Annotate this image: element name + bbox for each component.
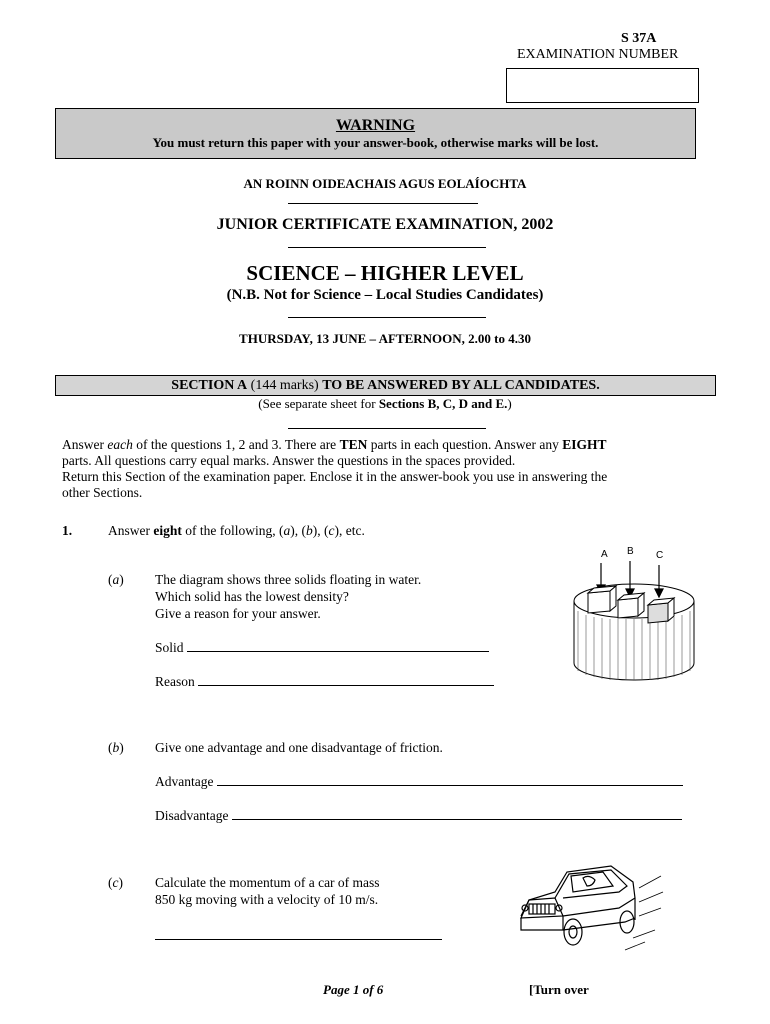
part-a-text [155, 571, 421, 622]
part-a-line-1: The diagram shows three solids floating in water. [155, 572, 422, 587]
disadvantage-label: Disadvantage [155, 808, 229, 823]
momentum-answer-line[interactable] [155, 928, 442, 940]
instruction-line-1: Answer each of the questions 1, 2 and 3. There are TEN parts in each question. Answer any EIGHT [62, 437, 607, 452]
turn-over: [Turn over [529, 982, 589, 997]
instruction-line-2: parts. All questions carry equal marks. Answer the questions in the spaces provided. [62, 453, 516, 468]
divider [288, 317, 486, 318]
reason-answer-row [155, 673, 494, 690]
warning-text: You must return this paper with your answer-book, otherwise marks will be lost. [152, 135, 599, 150]
question-intro: Answer eight of the following, (a), (b), (c), etc. [108, 523, 365, 538]
question-number: 1. [62, 523, 73, 538]
reason-answer-line[interactable] [198, 674, 494, 686]
solid-answer-line[interactable] [187, 640, 489, 652]
section-a-instruction: TO BE ANSWERED BY ALL CANDIDATES. [322, 378, 600, 393]
part-a-line-3: Give a reason for your answer. [155, 606, 321, 621]
part-c-text [155, 874, 380, 908]
warning-box [55, 108, 696, 159]
section-a-marks: (144 marks) [250, 378, 319, 393]
instruction-line-3: Return this Section of the examination paper. Enclose it in the answer-book you use in answering the [62, 469, 608, 484]
instruction-line-4: other Sections. [62, 485, 143, 500]
instructions [62, 437, 712, 501]
page-number: Page 1 of 6 [323, 982, 384, 997]
part-b-label: (b) [108, 740, 124, 755]
part-a-line-2: Which solid has the lowest density? [155, 589, 349, 604]
exam-number-box[interactable] [506, 68, 699, 103]
part-b-text: Give one advantage and one disadvantage of friction. [155, 740, 443, 755]
label-a: A [601, 549, 608, 560]
advantage-label: Advantage [155, 774, 214, 789]
floating-solids-diagram [568, 543, 698, 685]
disadvantage-answer-row [155, 807, 682, 824]
part-c-label: (c) [108, 875, 123, 890]
note-end: ) [507, 396, 512, 411]
subject-title: SCIENCE – HIGHER LEVEL [246, 261, 524, 285]
warning-title: WARNING [335, 117, 416, 134]
exam-date: THURSDAY, 13 JUNE – AFTERNOON, 2.00 to 4.30 [239, 331, 531, 346]
paper-code: S 37A [621, 31, 657, 46]
section-a-banner [55, 375, 716, 396]
note-sections: Sections B, C, D and E. [378, 396, 508, 411]
section-a-note [0, 396, 770, 412]
label-c: C [656, 550, 664, 561]
advantage-answer-line[interactable] [217, 774, 683, 786]
divider [288, 247, 486, 248]
reason-label: Reason [155, 674, 195, 689]
solid-label: Solid [155, 640, 184, 655]
advantage-answer-row [155, 773, 683, 790]
subject-note: (N.B. Not for Science – Local Studies Candidates) [226, 287, 544, 303]
part-c-line-2: 850 kg moving with a velocity of 10 m/s. [155, 892, 379, 907]
exam-title: JUNIOR CERTIFICATE EXAMINATION, 2002 [216, 216, 554, 233]
solid-answer-row [155, 639, 489, 656]
part-c-line-1: Calculate the momentum of a car of mass [155, 875, 380, 890]
note-text: (See separate sheet for [258, 396, 379, 411]
disadvantage-answer-line[interactable] [232, 808, 682, 820]
divider [288, 203, 478, 204]
label-b: B [627, 546, 634, 557]
section-a-title: SECTION A [171, 378, 248, 393]
divider [288, 428, 486, 429]
exam-number-label: EXAMINATION NUMBER [517, 47, 679, 62]
part-a-label: (a) [108, 572, 124, 587]
car-drawing [515, 858, 665, 954]
department-name: AN ROINN OIDEACHAIS AGUS EOLAÍOCHTA [243, 176, 527, 191]
